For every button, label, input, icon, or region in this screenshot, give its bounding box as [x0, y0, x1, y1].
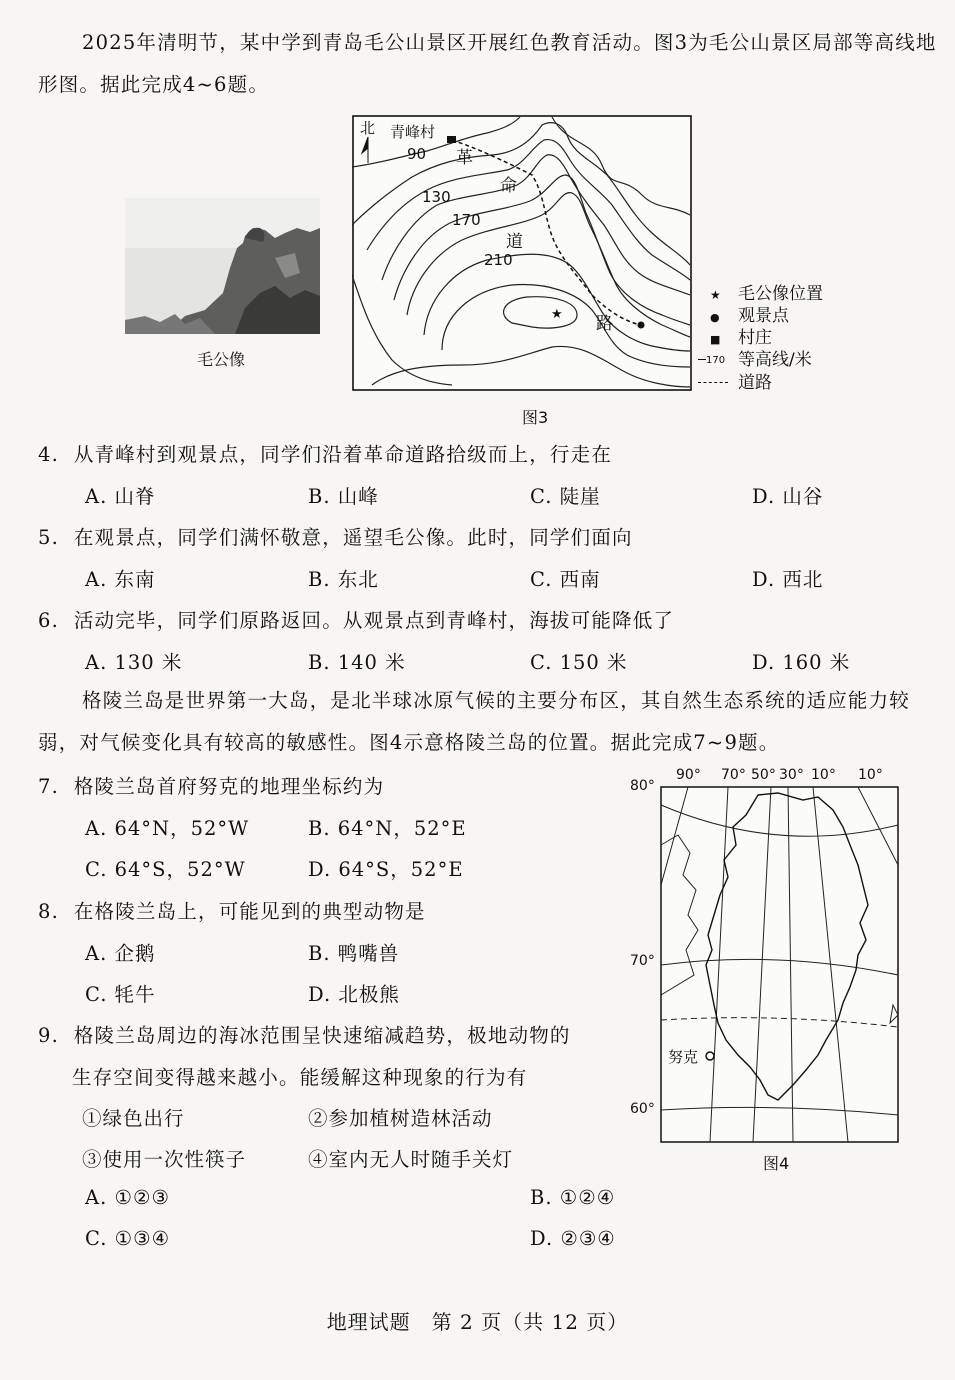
q8-option-a: A. 企鹅	[85, 942, 156, 965]
q9-item-3: ③使用一次性筷子	[82, 1148, 247, 1171]
q9-option-b: B. ①②④	[530, 1186, 616, 1209]
village-label: 青峰村	[390, 123, 436, 141]
figure4-caption: 图4	[763, 1154, 790, 1173]
contour-label-210: 210	[484, 251, 513, 269]
figure3-caption: 图3	[522, 408, 549, 427]
q4-option-c: C. 陡崖	[530, 485, 601, 508]
lon-label-6: 10°	[858, 767, 883, 783]
photo-caption: 毛公像	[197, 350, 246, 369]
q4-option-d: D. 山谷	[752, 485, 824, 508]
legend-road: 道路	[698, 368, 772, 393]
lon-label-1: 90°	[676, 767, 701, 783]
contour-label-90: 90	[407, 145, 427, 163]
north-label: 北	[360, 119, 376, 137]
statue-star-icon: ★	[551, 307, 563, 322]
q5-option-c: C. 西南	[530, 568, 601, 591]
lon-label-5: 10°	[811, 767, 836, 783]
lat-label-60: 60°	[630, 1101, 655, 1117]
intro-paragraph-2: 格陵兰岛是世界第一大岛，是北半球冰原气候的主要分布区，其自然生态系统的适应能力较弱，对气候变化具有较高的敏感性。图4示意格陵兰岛的位置。据此完成7~9题。	[38, 689, 911, 754]
village-marker	[447, 136, 456, 143]
q7-option-b: B. 64°N，52°E	[308, 817, 467, 840]
road-char-2: 命	[500, 176, 517, 196]
legend-village: ■ 村庄	[710, 328, 772, 348]
q4-option-b: B. 山峰	[308, 485, 379, 508]
road-char-1: 革	[456, 148, 473, 168]
q5-option-d: D. 西北	[752, 568, 824, 591]
q9-option-a: A. ①②③	[85, 1186, 170, 1209]
q7-option-c: C. 64°S，52°W	[85, 858, 246, 881]
question-7: 7. 格陵兰岛首府努克的地理坐标约为	[38, 775, 385, 798]
question-9-line2: 生存空间变得越来越小。能缓解这种现象的行为有	[72, 1066, 528, 1089]
road-char-3: 道	[506, 232, 523, 252]
q9-option-d: D. ②③④	[530, 1227, 616, 1250]
q6-option-c: C. 150 米	[530, 651, 628, 674]
contour-map	[352, 115, 692, 391]
mao-statue-photo	[125, 198, 320, 334]
q4-option-a: A. 山脊	[85, 485, 156, 508]
legend-viewpoint: ● 观景点	[710, 306, 789, 326]
legend-dash-icon	[698, 373, 738, 393]
q8-option-d: D. 北极熊	[308, 983, 400, 1006]
q9-item-2: ②参加植树造林活动	[308, 1107, 493, 1130]
q8-option-c: C. 牦牛	[85, 983, 156, 1006]
road-char-4: 路	[596, 314, 613, 334]
question-6: 6. 活动完毕，同学们原路返回。从观景点到青峰村，海拔可能降低了	[38, 609, 675, 632]
legend-contour: 170 等高线/米	[698, 345, 812, 370]
question-5: 5. 在观景点，同学们满怀敬意，遥望毛公像。此时，同学们面向	[38, 526, 633, 549]
q7-option-a: A. 64°N，52°W	[85, 817, 250, 840]
legend-star-icon: ★	[710, 288, 721, 302]
q8-option-b: B. 鸭嘴兽	[308, 942, 400, 965]
intro-paragraph-1: 2025年清明节，某中学到青岛毛公山景区开展红色教育活动。图3为毛公山景区局部等高线地形图。据此完成4~6题。	[38, 31, 937, 96]
q6-option-d: D. 160 米	[752, 651, 851, 674]
q9-item-1: ①绿色出行	[82, 1107, 185, 1130]
lon-label-4: 30°	[779, 767, 804, 783]
viewpoint-marker	[638, 322, 645, 329]
contour-label-170: 170	[452, 211, 481, 229]
nuuk-marker	[706, 1052, 714, 1060]
q9-item-4: ④室内无人时随手关灯	[308, 1148, 514, 1171]
contour-label-130: 130	[422, 188, 451, 206]
q6-option-b: B. 140 米	[308, 651, 406, 674]
question-9: 9. 格陵兰岛周边的海冰范围呈快速缩减趋势，极地动物的	[38, 1024, 571, 1047]
legend-dot-icon: ●	[710, 311, 720, 324]
nuuk-label: 努克	[668, 1048, 699, 1066]
legend-square-icon: ■	[710, 333, 721, 346]
question-8: 8. 在格陵兰岛上，可能见到的典型动物是	[38, 900, 426, 923]
q5-option-b: B. 东北	[308, 568, 379, 591]
lat-label-80: 80°	[630, 778, 655, 794]
q6-option-a: A. 130 米	[85, 651, 183, 674]
page-footer: 地理试题 第 2 页（共 12 页）	[326, 1310, 629, 1334]
greenland-map	[628, 765, 928, 1145]
q9-option-c: C. ①③④	[85, 1227, 171, 1250]
lat-label-70: 70°	[630, 953, 655, 969]
legend-contour-sample: 170	[698, 355, 738, 366]
question-4: 4. 从青峰村到观景点，同学们沿着革命道路拾级而上，行走在	[38, 443, 613, 466]
legend-statue: ★ 毛公像位置	[710, 284, 823, 304]
lon-label-2: 70°	[721, 767, 746, 783]
lon-label-3: 50°	[751, 767, 776, 783]
q7-option-d: D. 64°S，52°E	[308, 858, 464, 881]
q5-option-a: A. 东南	[85, 568, 156, 591]
